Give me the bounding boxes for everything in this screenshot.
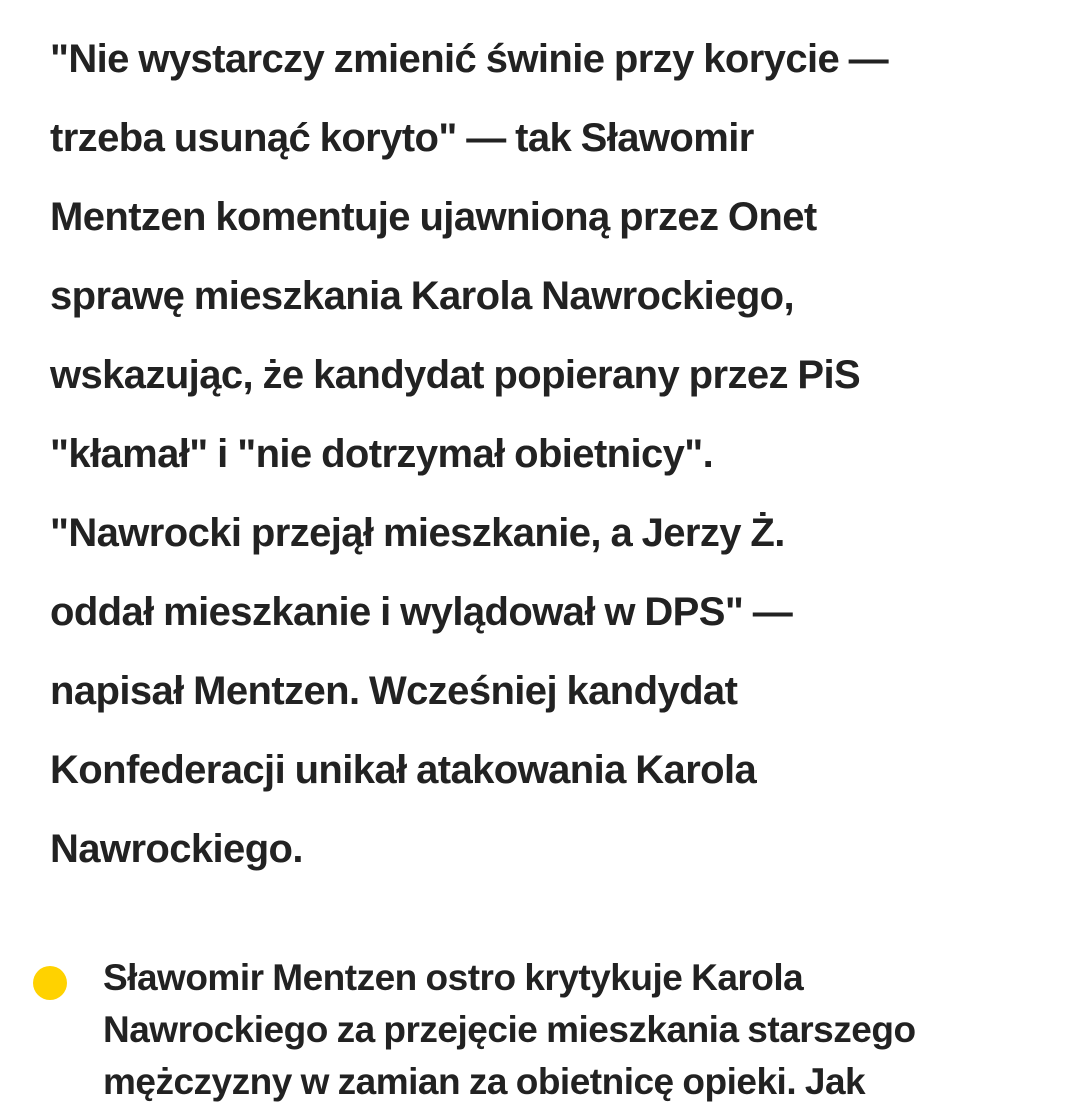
lead-line: "Nie wystarczy zmienić świnie przy korycie —	[50, 37, 889, 81]
lead-line: oddał mieszkanie i wylądował w DPS" —	[50, 590, 793, 634]
lead-line: "Nawrocki przejął mieszkanie, a Jerzy Ż.	[50, 511, 785, 555]
lead-line: Konfederacji unikał atakowania Karola	[50, 748, 757, 792]
lead-line: "kłamał" i "nie dotrzymał obietnicy".	[50, 432, 714, 476]
bullet-dot-icon	[33, 966, 67, 1000]
article-lead	[50, 20, 1040, 889]
highlights-list	[0, 952, 1076, 1108]
lead-line: napisał Mentzen. Wcześniej kandydat	[50, 669, 738, 713]
lead-line: Nawrockiego.	[50, 827, 303, 871]
highlight-item	[0, 952, 1076, 1108]
highlight-text	[103, 952, 1036, 1108]
lead-line: sprawę mieszkania Karola Nawrockiego,	[50, 274, 795, 318]
highlight-line: Nawrockiego za przejęcie mieszkania starszego	[103, 1009, 916, 1050]
highlight-line: Sławomir Mentzen ostro krytykuje Karola	[103, 957, 804, 998]
highlight-line: mężczyzny w zamian za obietnicę opieki. Jak	[103, 1061, 866, 1102]
lead-line: wskazując, że kandydat popierany przez PiS	[50, 353, 861, 397]
lead-line: trzeba usunąć koryto" — tak Sławomir	[50, 116, 754, 160]
lead-line: Mentzen komentuje ujawnioną przez Onet	[50, 195, 817, 239]
